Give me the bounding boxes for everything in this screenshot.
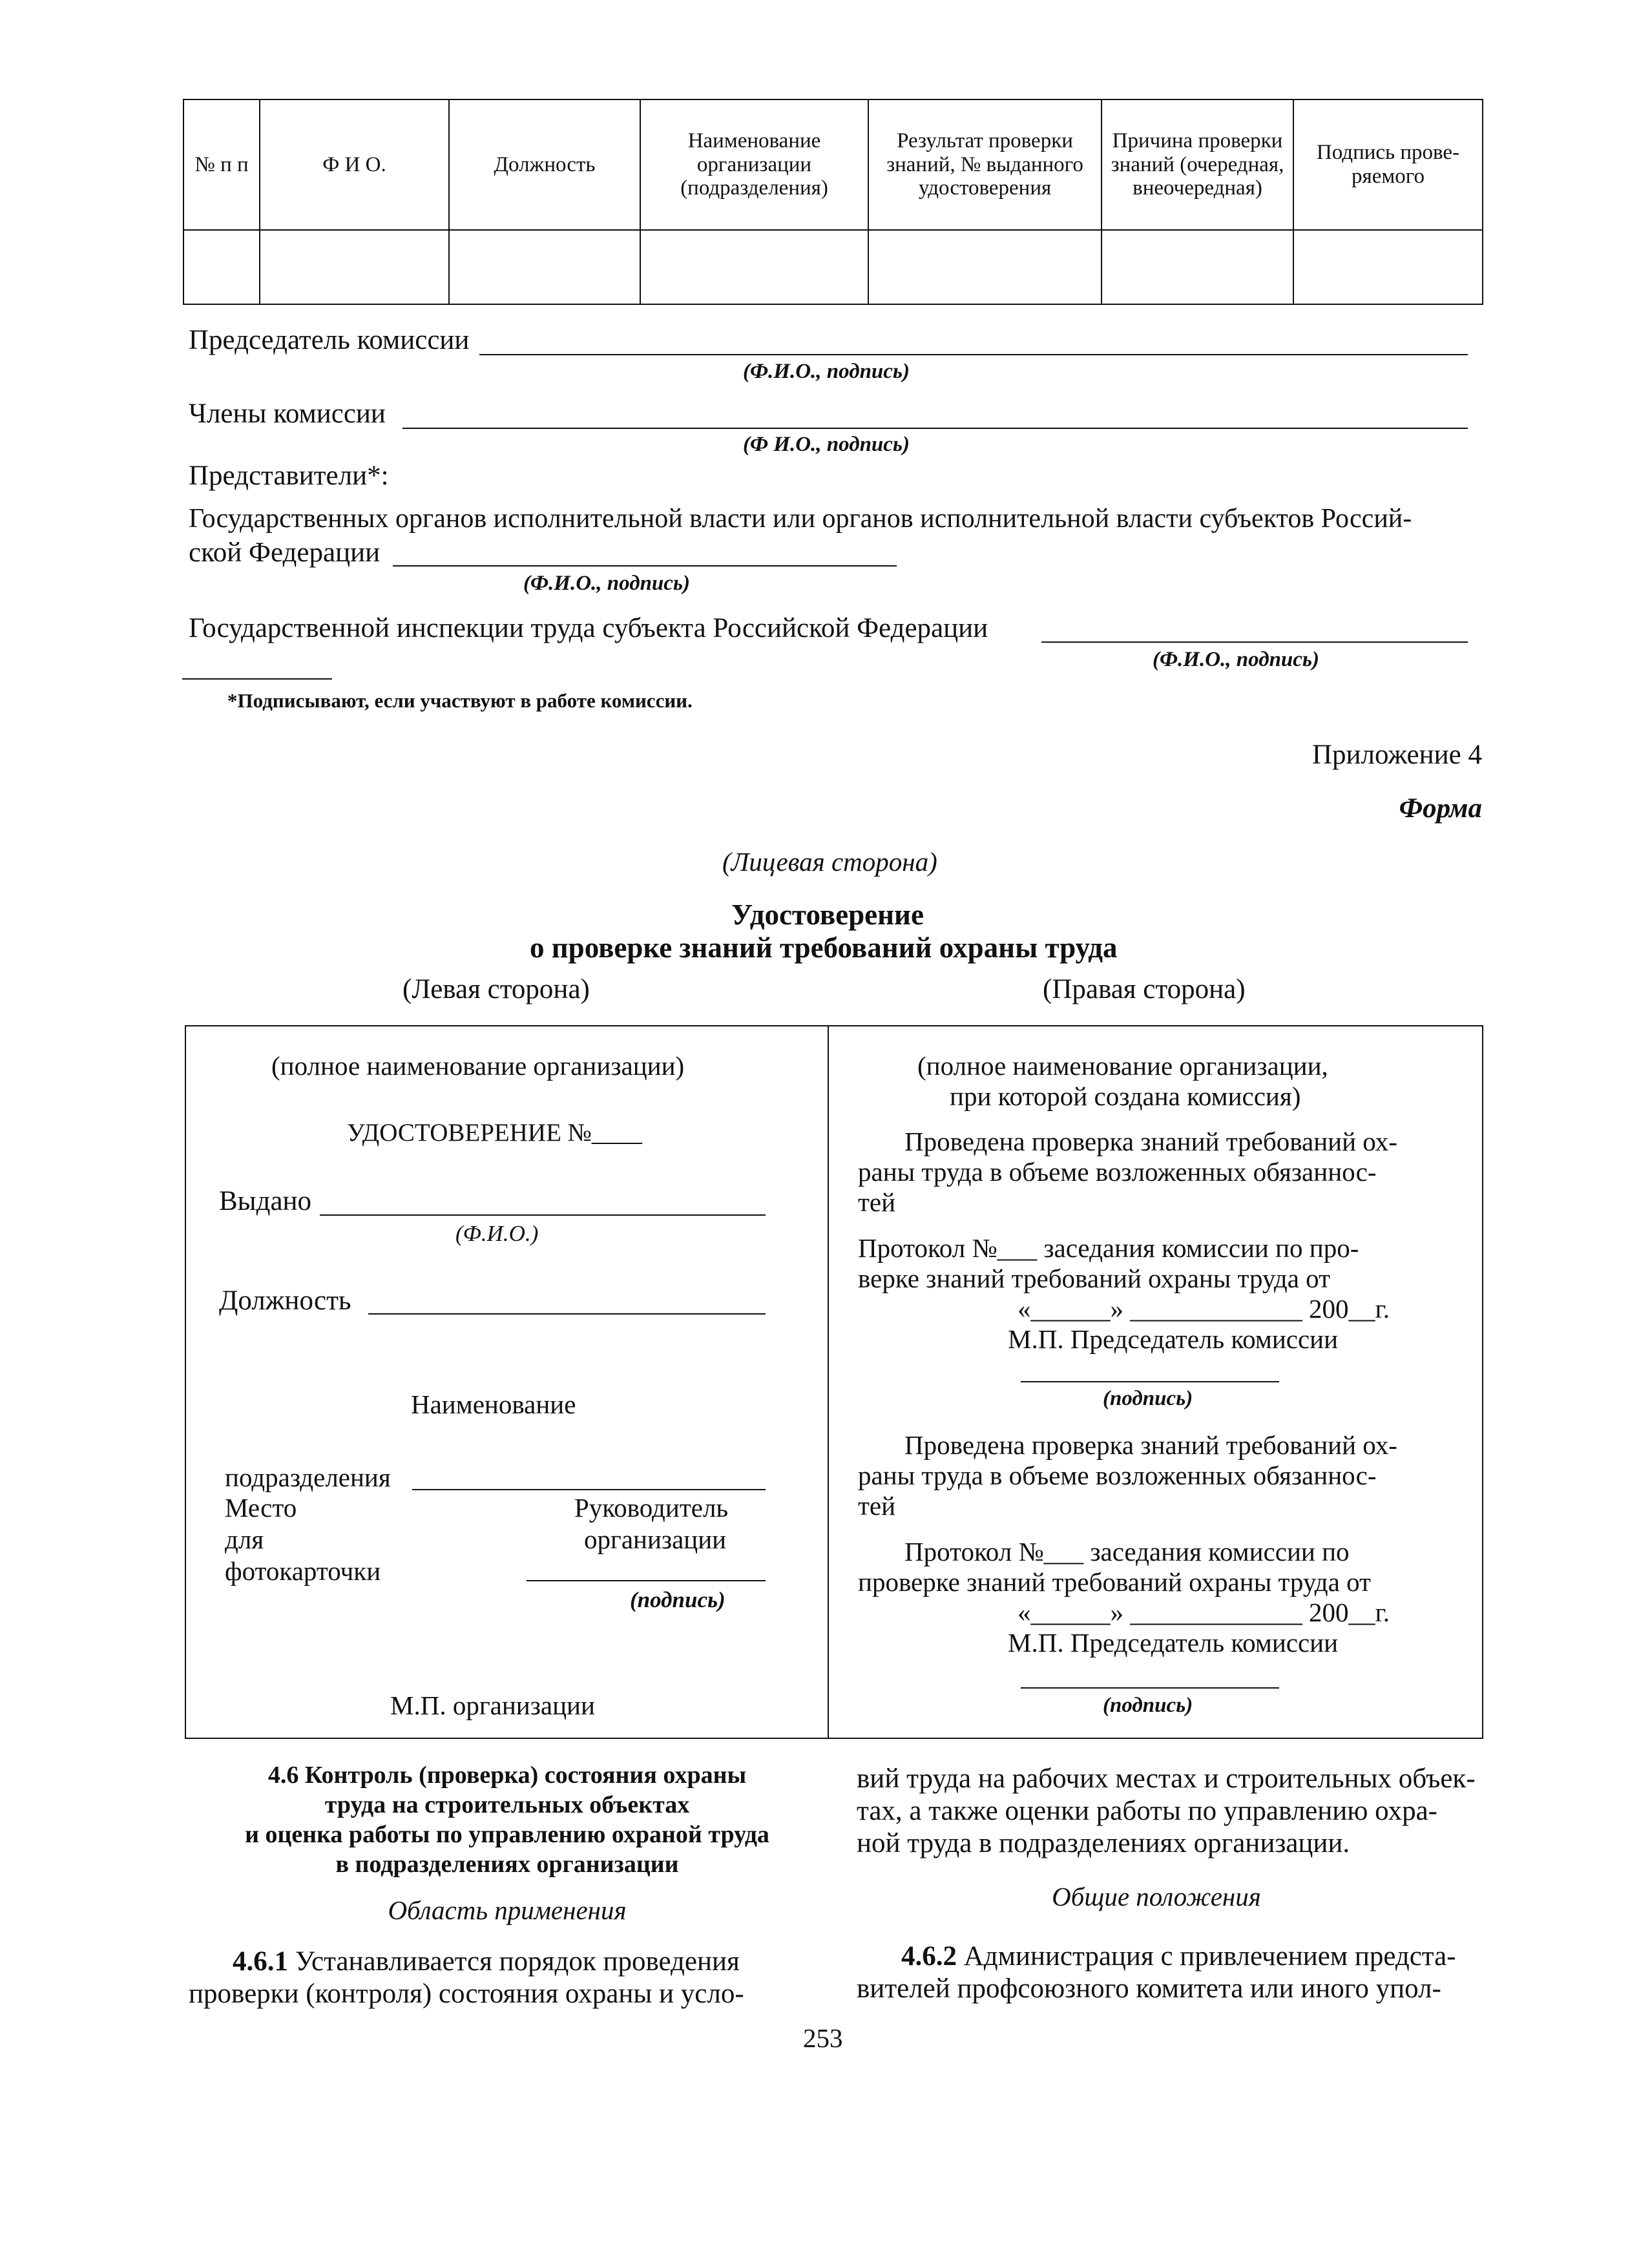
chair1: М.П. Председатель комиссии (1008, 1324, 1339, 1354)
stamp-label: М.П. организации (390, 1691, 595, 1720)
certificate-number: УДОСТОВЕРЕНИЕ №____ (347, 1119, 642, 1147)
head-label-1: Руководитель (574, 1493, 729, 1523)
members-caption: (Ф И.О., подпись) (743, 433, 910, 456)
issued-line (320, 1214, 766, 1216)
gov-caption: (Ф.И.О., подпись) (523, 572, 691, 595)
section-heading-2: труда на строительных объектах (324, 1791, 690, 1818)
sign1-caption: (подпись) (1103, 1387, 1193, 1410)
footnote-separator (182, 678, 332, 680)
protocol2-line-1: Протокол №___ заседания комиссии по (904, 1537, 1350, 1566)
paragraph-4-6-1-number: 4.6.1 (233, 1946, 288, 1977)
inspection-label: Государственной инспекции труда субъекта Российской Федерации (189, 613, 988, 643)
head-signature-line (527, 1580, 766, 1581)
section-heading-4: в подразделениях организации (335, 1851, 679, 1878)
inspection-caption: (Ф.И.О., подпись) (1153, 648, 1320, 671)
general-title: Общие положения (1052, 1882, 1261, 1911)
col-reason: Причина проверки знаний (очередная, внеочередная) (1102, 99, 1293, 230)
left-side-label: (Левая сторона) (402, 974, 590, 1004)
check1-line-2: раны труда в объеме возложенных обязаннос- (858, 1157, 1377, 1187)
gov-line (393, 565, 897, 567)
photo-place-3: фотокарточки (225, 1556, 381, 1586)
certificate-title: Удостоверение (731, 899, 924, 931)
table-row (183, 230, 1483, 304)
paragraph-4-6-1-line-1: 4.6.1 Устанавливается порядок проведения (233, 1946, 740, 1977)
division-label: подразделения (225, 1462, 391, 1492)
right-org-line-2: при которой создана комиссия) (950, 1081, 1301, 1111)
left-org-name: (полное наименование организации) (271, 1051, 685, 1081)
issued-label: Выдано (219, 1186, 312, 1216)
knowledge-check-table (183, 99, 1483, 305)
section-heading-3: и оценка работы по управлению охраной труда (245, 1821, 769, 1848)
face-side-label: (Лицевая сторона) (722, 847, 937, 877)
check1-line-1: Проведена проверка знаний требований ох- (904, 1127, 1397, 1156)
protocol2-line-2: проверке знаний требований охраны труда от (858, 1567, 1371, 1597)
scope-title: Область применения (388, 1895, 627, 1925)
paragraph-4-6-2-line-1: 4.6.2 Администрация с привлечением предста- (901, 1941, 1456, 1971)
page-number: 253 (803, 2023, 843, 2053)
certificate-subtitle: о проверке знаний требований охраны труда (530, 931, 1118, 964)
right-column-line-2: тах, а также оценки работы по управлению охра- (857, 1796, 1437, 1826)
paragraph-4-6-1-line-2: проверки (контроля) состояния охраны и усло- (189, 1979, 744, 2009)
check2-line-1: Проведена проверка знаний требований ох- (904, 1430, 1397, 1460)
paragraph-4-6-2-line-2: вителей профсоюзного комитета или иного упол- (857, 1973, 1441, 2004)
sign1-line (1021, 1381, 1279, 1382)
col-fio: Ф И О. (260, 99, 449, 230)
check2-line-2: раны труда в объеме возложенных обязаннос- (858, 1461, 1377, 1490)
chairman-line (479, 354, 1468, 355)
position-line (368, 1313, 766, 1315)
certificate-divider (828, 1025, 829, 1738)
check1-line-3: тей (858, 1187, 896, 1217)
section-heading-1: 4.6 Контроль (проверка) состояния охраны (267, 1762, 747, 1789)
issued-caption: (Ф.И.О.) (455, 1221, 539, 1246)
col-number: № п п (183, 99, 260, 230)
position-label: Должность (219, 1285, 351, 1316)
members-label: Члены комиссии (189, 399, 386, 429)
chairman-label: Председатель комиссии (189, 325, 470, 355)
col-position: Должность (449, 99, 640, 230)
date1: «______» _____________ 200__г. (1018, 1294, 1390, 1324)
protocol1-line-2: верке знаний требований охраны труда от (858, 1264, 1331, 1293)
appendix-label: Приложение 4 (1311, 740, 1482, 770)
right-column-line-1: вий труда на рабочих местах и строительных объек- (857, 1763, 1476, 1794)
gov-line-2: ской Федерации (189, 537, 381, 568)
photo-place-2: для (225, 1524, 264, 1554)
head-label-2: организации (584, 1524, 727, 1554)
photo-place-1: Место (225, 1493, 297, 1523)
right-side-label: (Правая сторона) (1043, 974, 1246, 1004)
form-label: Форма (1399, 793, 1482, 824)
paragraph-4-6-2-number: 4.6.2 (901, 1941, 957, 1971)
division-line (412, 1489, 766, 1490)
sign2-line (1021, 1687, 1279, 1689)
check2-line-3: тей (858, 1491, 896, 1521)
members-line (402, 428, 1468, 429)
chair2: М.П. Председатель комиссии (1008, 1628, 1339, 1658)
gov-line-1: Государственных органов исполнительной власти или органов исполнительной власти субъектов Россий- (189, 504, 1412, 534)
right-column-line-3: ной труда в подразделениях организации. (857, 1828, 1350, 1858)
footnote: *Подписывают, если участвуют в работе комиссии. (227, 689, 693, 712)
col-signature: Подпись проверяемого (1293, 99, 1483, 230)
chairman-caption: (Ф.И.О., подпись) (743, 360, 910, 383)
col-organization: Наименование организации (подразделения) (640, 99, 868, 230)
date2: «______» _____________ 200__г. (1018, 1597, 1390, 1627)
col-result: Результат проверки знаний, № выданного удостоверения (868, 99, 1102, 230)
sign2-caption: (подпись) (1103, 1694, 1193, 1717)
protocol1-line-1: Протокол №___ заседания комиссии по про- (858, 1233, 1359, 1263)
name-label: Наименование (411, 1389, 576, 1419)
head-caption: (подпись) (630, 1587, 726, 1612)
representatives-label: Представители*: (189, 461, 389, 491)
inspection-line (1041, 641, 1468, 643)
right-org-line-1: (полное наименование организации, (917, 1051, 1328, 1081)
